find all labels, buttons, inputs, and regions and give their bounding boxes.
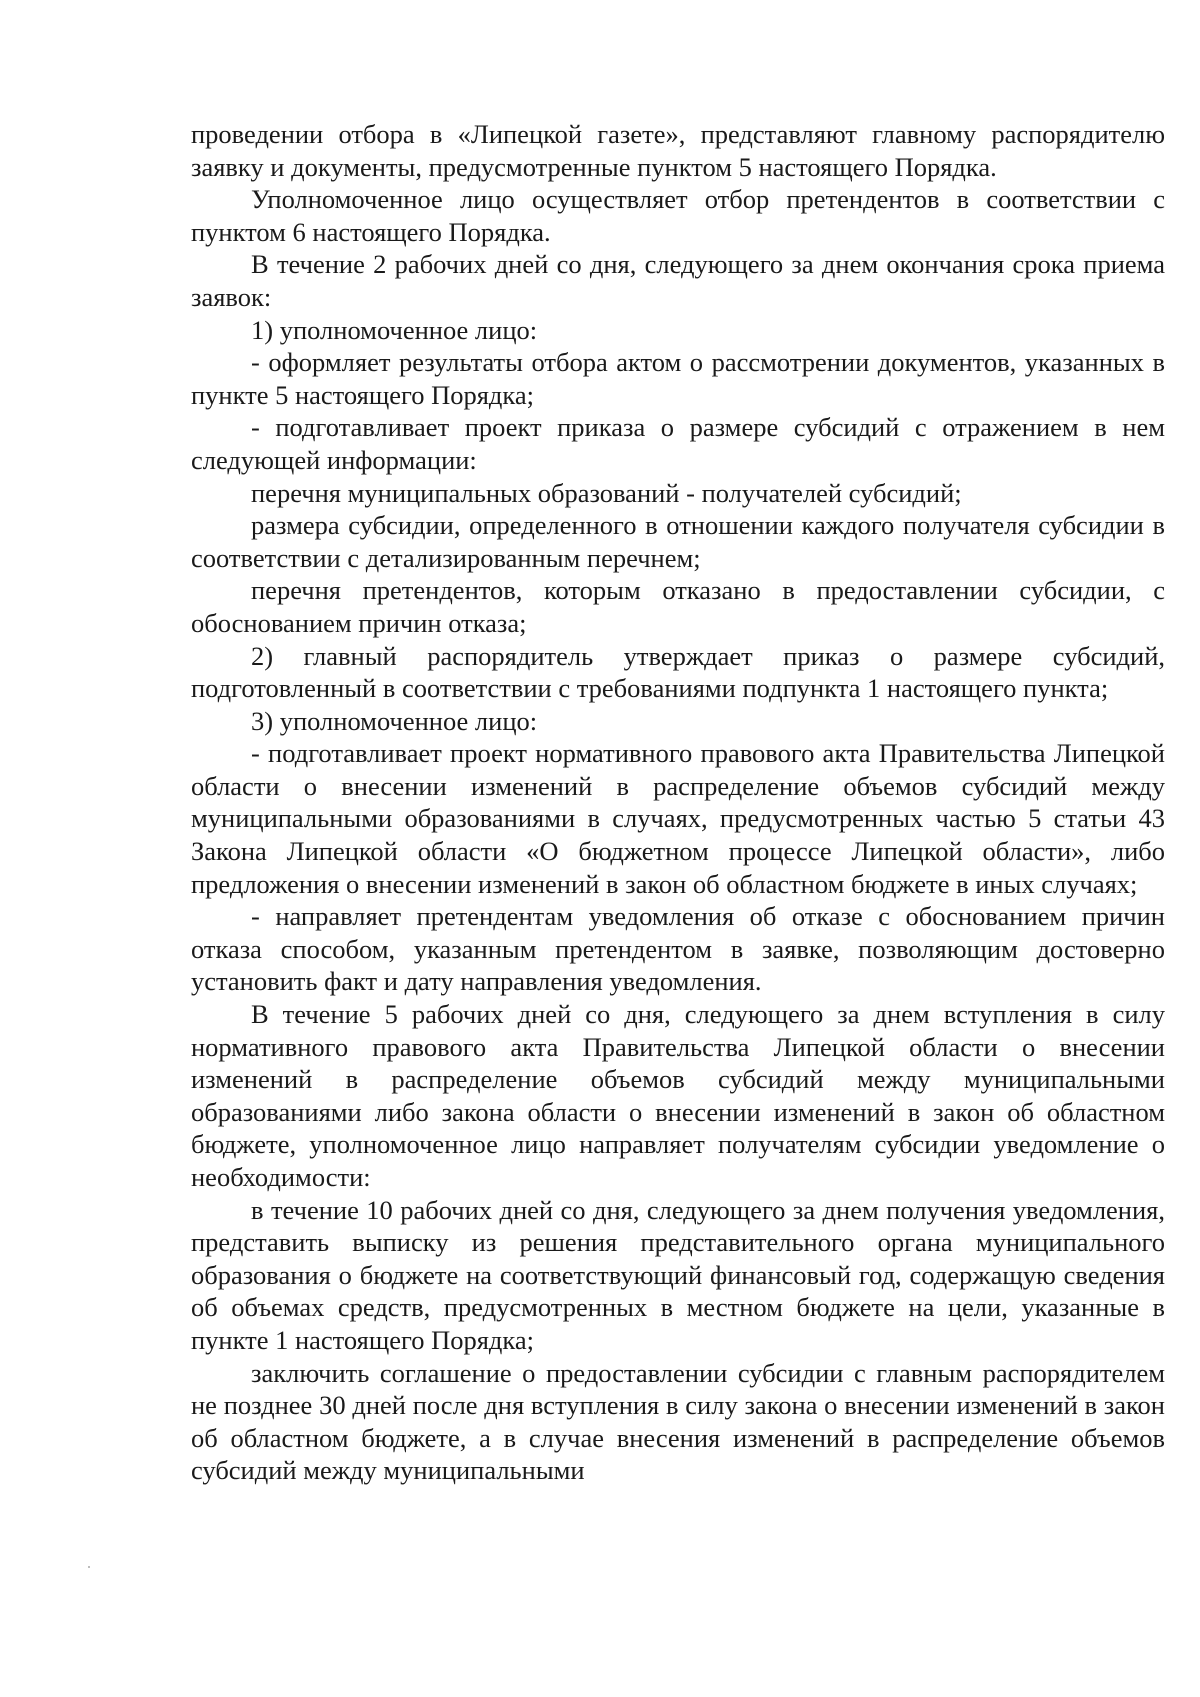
list-subitem-subsidy-size: размера субсидии, определенного в отношении каждого получателя субсидии в соответствии с детализированным перечнем; [191,510,1165,573]
list-subitem-municipalities: перечня муниципальных образований - получателей субсидий; [251,477,962,508]
paragraph-agreement: заключить соглашение о предоставлении субсидии с главным распорядителем не позднее 30 дней после дня вступления в силу закона о внесении изменений в закон об областном бюджете, а в случае внесения изменений в распределение объемов субсидий между муниципальными [191,1357,1165,1486]
paragraph-continuation: проведении отбора в «Липецкой газете», представляют главному распорядителю заявку и документы, предусмотренные пунктом 5 настоящего Порядка. [191,119,1165,182]
list-subitem-legal-act: - подготавливает проект нормативного правового акта Правительства Липецкой области о внесении изменений в распределение объемов субсидий между муниципальными образованиями в случаях, предусмотренных частью 5 статьи 43 Закона Липецкой области «О бюджетном процессе Липецкой области», либо предложения о внесении изменений в закон об областном бюджете в иных случаях; [191,738,1165,899]
paragraph-ten-days: в течение 10 рабочих дней со дня, следующего за днем получения уведомления, представить выписку из решения представительного органа муниципального образования о бюджете на соответствующий финансовый год, содержащую сведения об объемах средств, предусмотренных в местном бюджете на цели, указанные в пункте 1 настоящего Порядка; [191,1194,1165,1355]
list-subitem-order-draft: - подготавливает проект приказа о размере субсидий с отражением в нем следующей информации: [191,412,1165,475]
list-item-1: 1) уполномоченное лицо: [251,314,538,345]
scan-speck [88,1566,90,1568]
paragraph-selection: Уполномоченное лицо осуществляет отбор претендентов в соответствии с пунктом 6 настоящего Порядка. [191,184,1165,247]
list-subitem-refused: перечня претендентов, которым отказано в предоставлении субсидии, с обоснованием причин отказа; [191,575,1165,638]
list-subitem-notifications: - направляет претендентам уведомления об отказе с обоснованием причин отказа способом, указанным претендентом в заявке, позволяющим достоверно установить факт и дату направления уведомления. [191,901,1165,997]
list-item-3: 3) уполномоченное лицо: [251,705,538,736]
paragraph-five-days: В течение 5 рабочих дней со дня, следующего за днем вступления в силу нормативного правового акта Правительства Липецкой области о внесении изменений в распределение объемов субсидий между муниципальными образованиями либо закона области о внесении изменений в закон об областном бюджете, уполномоченное лицо направляет получателям субсидии уведомление о необходимости: [191,999,1165,1192]
list-item-2: 2) главный распорядитель утверждает приказ о размере субсидий, подготовленный в соответствии с требованиями подпункта 1 настоящего пункта; [191,640,1165,704]
document-page [191,118,1165,1487]
list-subitem-act: - оформляет результаты отбора актом о рассмотрении документов, указанных в пункте 5 настоящего Порядка; [191,347,1165,410]
paragraph-deadline: В течение 2 рабочих дней со дня, следующего за днем окончания срока приема заявок: [191,249,1165,312]
